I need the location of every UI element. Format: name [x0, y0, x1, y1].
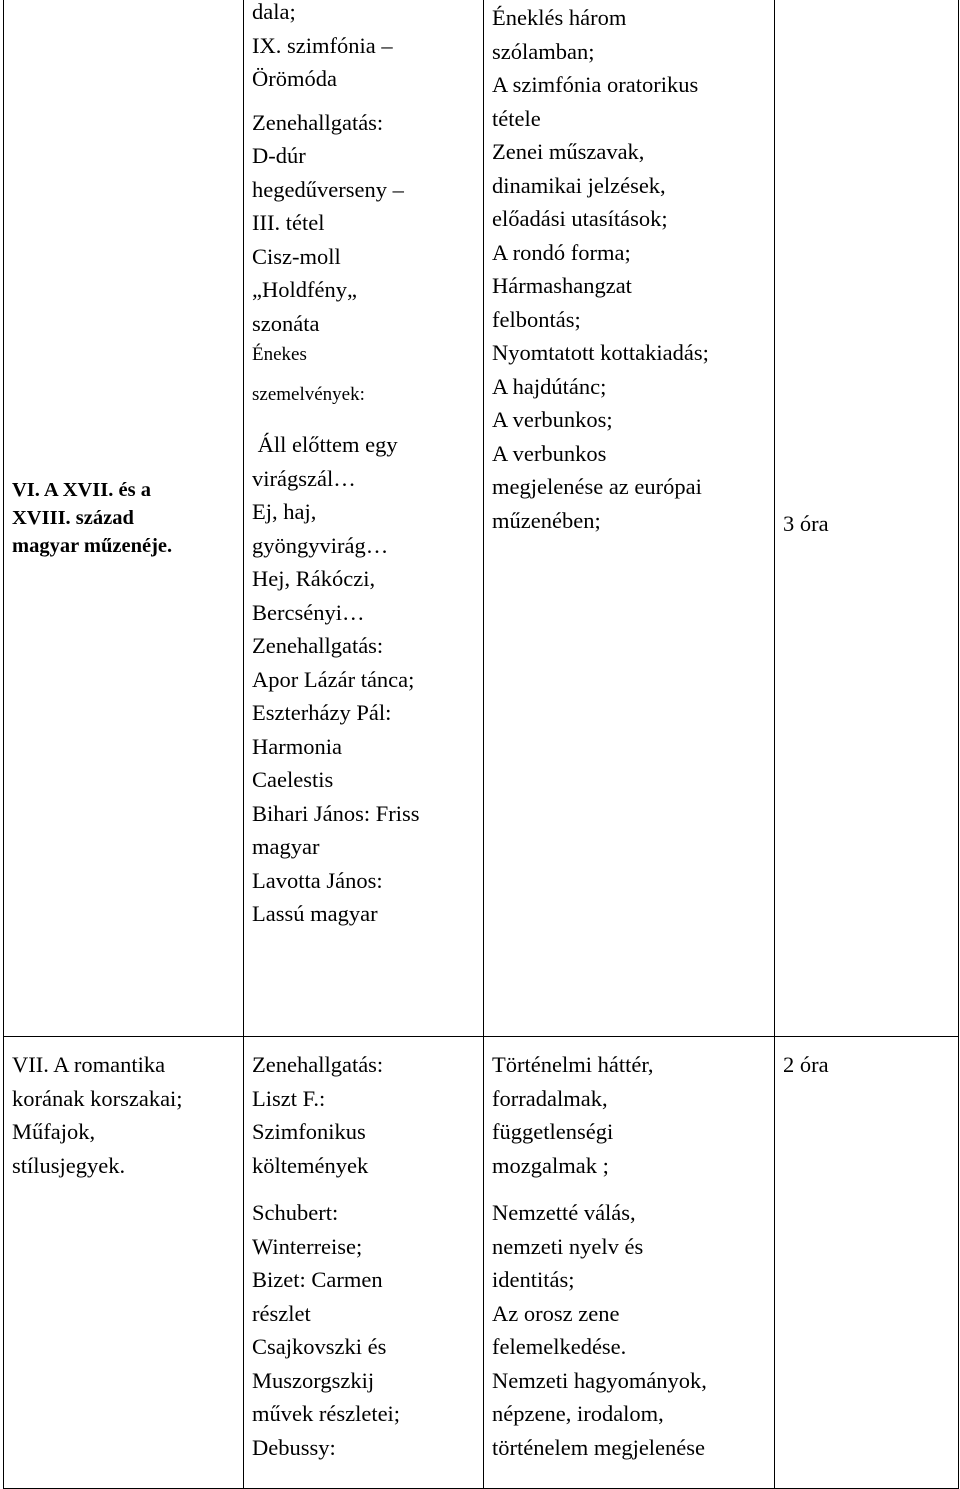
content-line: Zenehallgatás: — [252, 1052, 384, 1077]
notes-line: megjelenése az európai — [492, 474, 702, 499]
notes-line: Nemzeti hagyományok, — [492, 1367, 707, 1393]
topic-line: Műfajok, — [12, 1119, 96, 1144]
content-line: III. tétel — [252, 210, 325, 235]
content-line: Szimfonikus — [252, 1119, 366, 1144]
content-line: Eszterházy Pál: — [252, 700, 392, 725]
content-line: magyar — [252, 834, 320, 859]
song-line: Áll előttem egy — [252, 432, 398, 457]
content-line: Winterreise; — [252, 1233, 363, 1259]
content-line: Liszt F.: — [252, 1085, 326, 1111]
song-line: virágszál… — [252, 465, 356, 491]
notes-line: Nyomtatott kottakiadás; — [492, 340, 709, 365]
content-line: Cisz-moll — [252, 243, 341, 269]
notes-line: szólamban; — [492, 38, 595, 64]
singing-label: Énekes — [252, 344, 307, 365]
notes-line: tétele — [492, 105, 541, 131]
notes-line: identitás; — [492, 1267, 575, 1292]
topic-line: stílusjegyek. — [12, 1152, 126, 1178]
hours-cell — [775, 0, 959, 1037]
topic-line: korának korszakai; — [12, 1085, 183, 1111]
hours-cell — [775, 1037, 959, 1489]
topic-line: VI. A XVII. és a — [12, 478, 151, 501]
notes-line: előadási utasítások; — [492, 206, 668, 231]
notes-line: Az orosz zene — [492, 1300, 620, 1326]
notes-cell — [484, 0, 775, 1037]
notes-line: műzenében; — [492, 507, 601, 533]
content-line: Schubert: — [252, 1200, 339, 1225]
notes-line: mozgalmak ; — [492, 1152, 609, 1178]
notes-line: Történelmi háttér, — [492, 1052, 654, 1077]
notes-line: Nemzetté válás, — [492, 1200, 636, 1225]
hours-value: 2 óra — [783, 1052, 829, 1077]
content-line: Örömóda — [252, 66, 337, 91]
content-line: Harmonia — [252, 733, 342, 759]
notes-cell — [484, 1037, 775, 1489]
content-line: IX. szimfónia – — [252, 32, 393, 58]
curriculum-table — [3, 0, 959, 1489]
song-line: Bercsényi… — [252, 599, 365, 625]
content-line: Debussy: — [252, 1434, 336, 1460]
topic-cell — [4, 0, 244, 1037]
content-line: Caelestis — [252, 767, 334, 792]
content-line: Zenehallgatás: — [252, 633, 384, 658]
song-line: gyöngyvirág… — [252, 532, 389, 558]
notes-line: Zenei műszavak, — [492, 139, 645, 164]
content-line: részlet — [252, 1300, 311, 1326]
content-line: hegedűverseny – — [252, 176, 404, 202]
content-line: Lassú magyar — [252, 901, 378, 926]
table-row — [4, 1037, 959, 1489]
excerpts-label: szemelvények: — [252, 384, 365, 405]
content-line: költemények — [252, 1152, 369, 1178]
notes-line: nemzeti nyelv és — [492, 1233, 644, 1259]
content-line: D-dúr — [252, 143, 306, 168]
topic-cell — [4, 1037, 244, 1489]
notes-line: A verbunkos — [492, 440, 607, 466]
table-row — [4, 0, 959, 1037]
topic-line: magyar műzenéje. — [12, 534, 173, 557]
notes-line: Éneklés három — [492, 5, 627, 30]
content-line: Muszorgszkij — [252, 1367, 375, 1393]
notes-line: dinamikai jelzések, — [492, 172, 666, 198]
content-cell — [244, 0, 484, 1037]
notes-line: felemelkedése. — [492, 1334, 627, 1359]
content-line: művek részletei; — [252, 1401, 401, 1426]
topic-line: XVIII. század — [12, 506, 134, 529]
content-cell — [244, 1037, 484, 1489]
content-line: „Holdfény„ — [252, 277, 357, 302]
hours-value: 3 óra — [783, 510, 829, 536]
song-line: Ej, haj, — [252, 499, 317, 524]
content-line: dala; — [252, 0, 296, 24]
notes-line: Hármashangzat — [492, 273, 632, 298]
notes-line: történelem megjelenése — [492, 1434, 706, 1460]
song-line: Hej, Rákóczi, — [252, 566, 376, 591]
notes-line: népzene, irodalom, — [492, 1401, 664, 1426]
content-line: Bizet: Carmen — [252, 1267, 383, 1292]
content-line: Csajkovszki és — [252, 1334, 387, 1359]
content-line: Bihari János: Friss — [252, 800, 420, 826]
content-line: szonáta — [252, 310, 320, 336]
notes-line: felbontás; — [492, 306, 581, 332]
content-line: Lavotta János: — [252, 867, 383, 893]
topic-line: VII. A romantika — [12, 1052, 166, 1077]
notes-line: A szimfónia oratorikus — [492, 72, 699, 97]
notes-line: A verbunkos; — [492, 407, 613, 432]
content-line: Apor Lázár tánca; — [252, 666, 415, 692]
notes-line: függetlenségi — [492, 1119, 614, 1144]
notes-line: A hajdútánc; — [492, 373, 607, 399]
notes-line: A rondó forma; — [492, 239, 631, 265]
content-line: Zenehallgatás: — [252, 109, 384, 135]
notes-line: forradalmak, — [492, 1085, 608, 1111]
